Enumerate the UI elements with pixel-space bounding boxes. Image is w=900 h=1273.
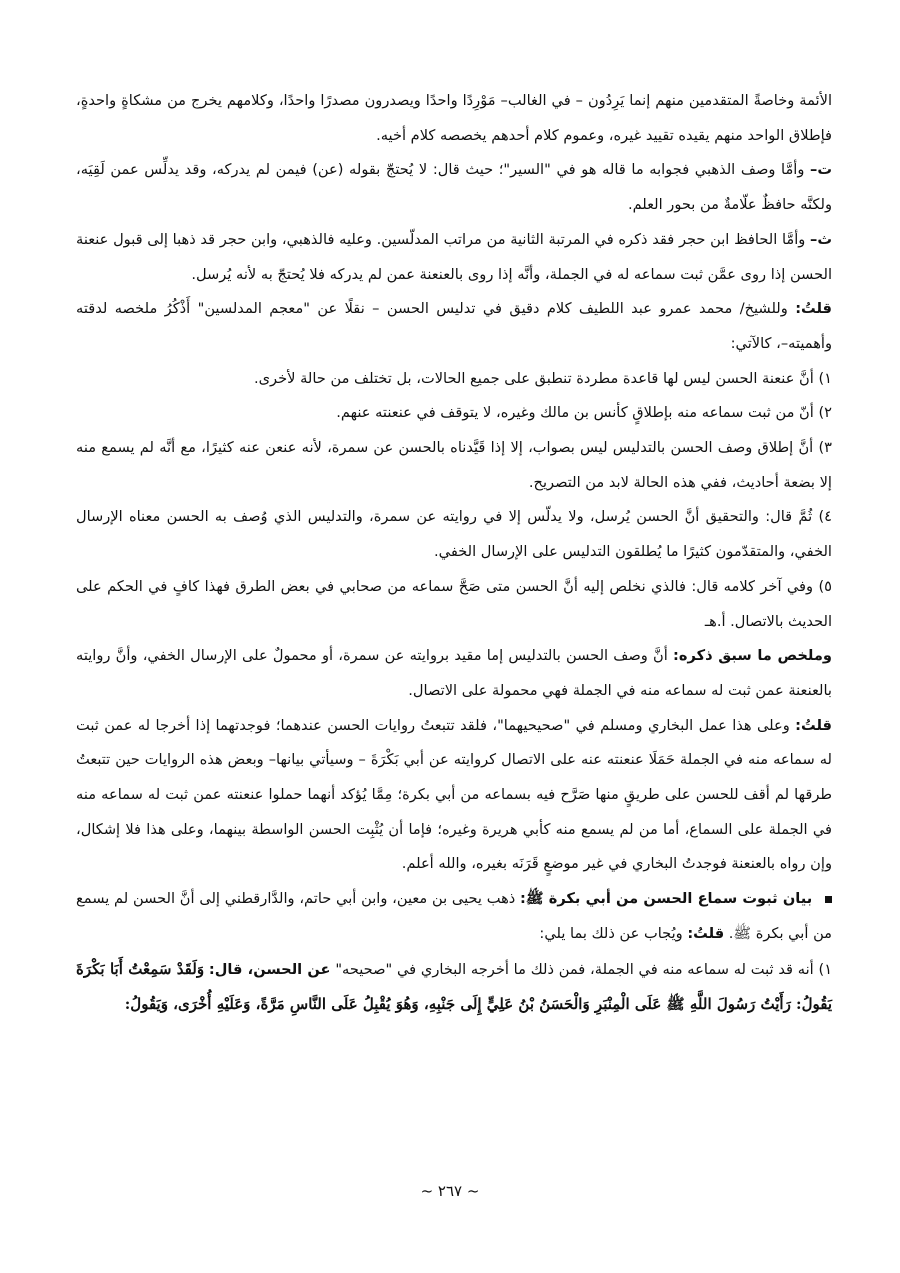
list-item-text: ٣) أنَّ إطلاق وصف الحسن بالتدليس ليس بصواب، إلا إذا قَيَّدناه بالحسن عن سمرة، لأنه عنعن عنه كثيرًا، مع أنَّه لم يسمع منه إلا بضعة أحاديث، ففي هذه الحالة لابد من التصريح. [76,439,832,491]
list-item-5 [76,570,832,639]
list-item-2 [76,396,832,431]
paragraph-text: وأمَّا وصف الذهبي فجوابه ما قاله هو في "السير"؛ حيث قال: لا يُحتجّ بقوله (عن) فيمن لم يدركه، وقد يدلِّس عمن لَقِيَه، ولكنَّه حافظٌ علّامةٌ من بحور العلم. [76,161,832,214]
bullet-icon [825,896,832,903]
paragraph-text: وعلى هذا عمل البخاري ومسلم في "صحيحيهما"، فلقد تتبعتُ روايات الحسن عندهما؛ فوجدتهما إذا أخرجا له عمن ثبت له سماعه منه في الجملة حَمَلَا عنعنته عنه على الاتصال كروايته عن أبي بَكْرَةَ – وسيأتي بيانها– وبعض هذه الروايات حين تتبعتُ طرقها لم أقف للحسن على طريقٍ منها صَرَّح فيه بسماعه من أبي بكرة؛ مِمَّا يُؤكد أنهما حملوا عنعنته عمن ثبت له سماعه منه في الجملة على السماع، أما من لم يسمع منه كأبي هريرة وغيره؛ فإما أن يُثْبِت الحسن الواسطة بينهما، وعلى هذا فلا إشكال، وإن رواه بالعنعنة فوجدتُ البخاري في غير موضعٍ قَرَنَه بغيره، والله أعلم. [76,716,832,873]
bullet-text: ذهب يحيى بن معين، وابن أبي حاتم، والدَّارقطني إلى أنَّ الحسن لم يسمع من أبي بكرة ﷺ. [76,890,832,942]
paragraph-text: وأمَّا الحافظ ابن حجر فقد ذكره في المرتبة الثانية من مراتب المدلّسين. وعليه فالذهبي، وابن حجر قد ذهبا إلى قبول عنعنة الحسن إذا روى عمَّن ثبت سماعه له في الجملة، وأنَّه إذا روى بالعنعنة عمن لم يدركه فلا يُحتجّ به لأنه يُرسل. [76,230,832,283]
paragraph-label: قلتُ: [795,300,832,318]
final-label: عن الحسن، قال: [208,960,331,978]
paragraph-text: أنَّ وصف الحسن بالتدليس إما مقيد بروايته عن سمرة، أو محمولٌ على الإرسال الخفي، وأنَّ روايته بالعنعنة عمن ثبت له سماعه منه في الجملة فهي محمولة على الاتصال. [76,647,832,699]
paragraph-note [76,709,832,883]
list-item-text: ٥) وفي آخر كلامه قال: فالذي نخلص إليه أنَّ الحسن متى صَحَّ سماعه من صحابي في بعض الطرق فهذا كافٍ في الحكم على الحديث بالاتصال. أ.هـ [76,577,832,630]
hadith-quote: وَلَقَدْ سَمِعْتُ أَبَا بَكْرَةَ يَقُولُ: رَأَيْتُ رَسُولَ اللَّهِ ﷺ عَلَى الْمِنْبَرِ وَالْحَسَنُ بْنُ عَلِيٍّ إِلَى جَنْبِهِ، وَهُوَ يُقْبِلُ عَلَى النَّاسِ مَرَّةً، وَعَلَيْهِ أُخْرَى، وَيَقُولُ: [76,959,832,1014]
paragraph-label: ت– [810,161,833,179]
final-paragraph [76,952,832,1023]
page-body [76,84,832,1174]
list-item-text: ٢) أنّ من ثبت سماعه منه بإطلاقٍ كأنس بن مالك وغيره، لا يتوقف في عنعنته عنهم. [336,404,832,422]
paragraph-4 [76,292,832,361]
paragraph-label: قلتُ: [795,716,832,734]
summary-paragraph [76,639,832,708]
bullet-section [76,882,832,951]
paragraph-label: وملخص ما سبق ذكره: [673,647,832,665]
bullet-text-2: ويُجاب عن ذلك بما يلي: [539,924,683,942]
paragraph-label: ث– [810,230,832,248]
list-item-text: ٤) ثُمَّ قال: والتحقيق أنَّ الحسن يُرسل، ولا يدلّس إلا في روايته عن سمرة، والتدليس الذي وُصف به الحسن معناه الإرسال الخفي، والمتقدّمون كثيرًا ما يُطلقون التدليس على الإرسال الخفي. [76,508,832,561]
paragraph-text: الأئمة وخاصةً المتقدمين منهم إنما يَرِدُون – في الغالب– مَوْرِدًا واحدًا ويصدرون مصدرًا واحدًا، وكلامهم يخرج من مشكاةٍ واحدةٍ، فإطلاق الواحد منهم يقيده تقييد غيره، وعموم كلام أحدهم يخصصه كلام أخيه. [76,92,832,144]
list-item-text: ١) أنَّ عنعنة الحسن ليس لها قاعدة مطردة تنطبق على جميع الحالات، بل تختلف من حالة لأخرى. [253,369,832,387]
list-item-3 [76,431,832,500]
list-item-4 [76,500,832,569]
bullet-label: بيان ثبوت سماع الحسن من أبي بكرة ﷺ: [520,890,813,908]
page-number: ~ ٢٦٧ ~ [420,1182,480,1200]
paragraph-2 [76,153,832,222]
list-item-1 [76,362,832,397]
paragraph-3 [76,223,832,292]
paragraph-1 [76,84,832,153]
final-text: ١) أنه قد ثبت له سماعه منه في الجملة، فمن ذلك ما أخرجه البخاري في "صحيحه" [335,960,833,978]
bullet-label-2: قلتُ: [687,924,725,942]
paragraph-text: وللشيخ/ محمد عمرو عبد اللطيف كلام دقيق في تدليس الحسن – نقلًا عن "معجم المدلسين" أَذْكُرُ ملخصه لدقته وأهميته–، كالآتي: [76,300,832,352]
